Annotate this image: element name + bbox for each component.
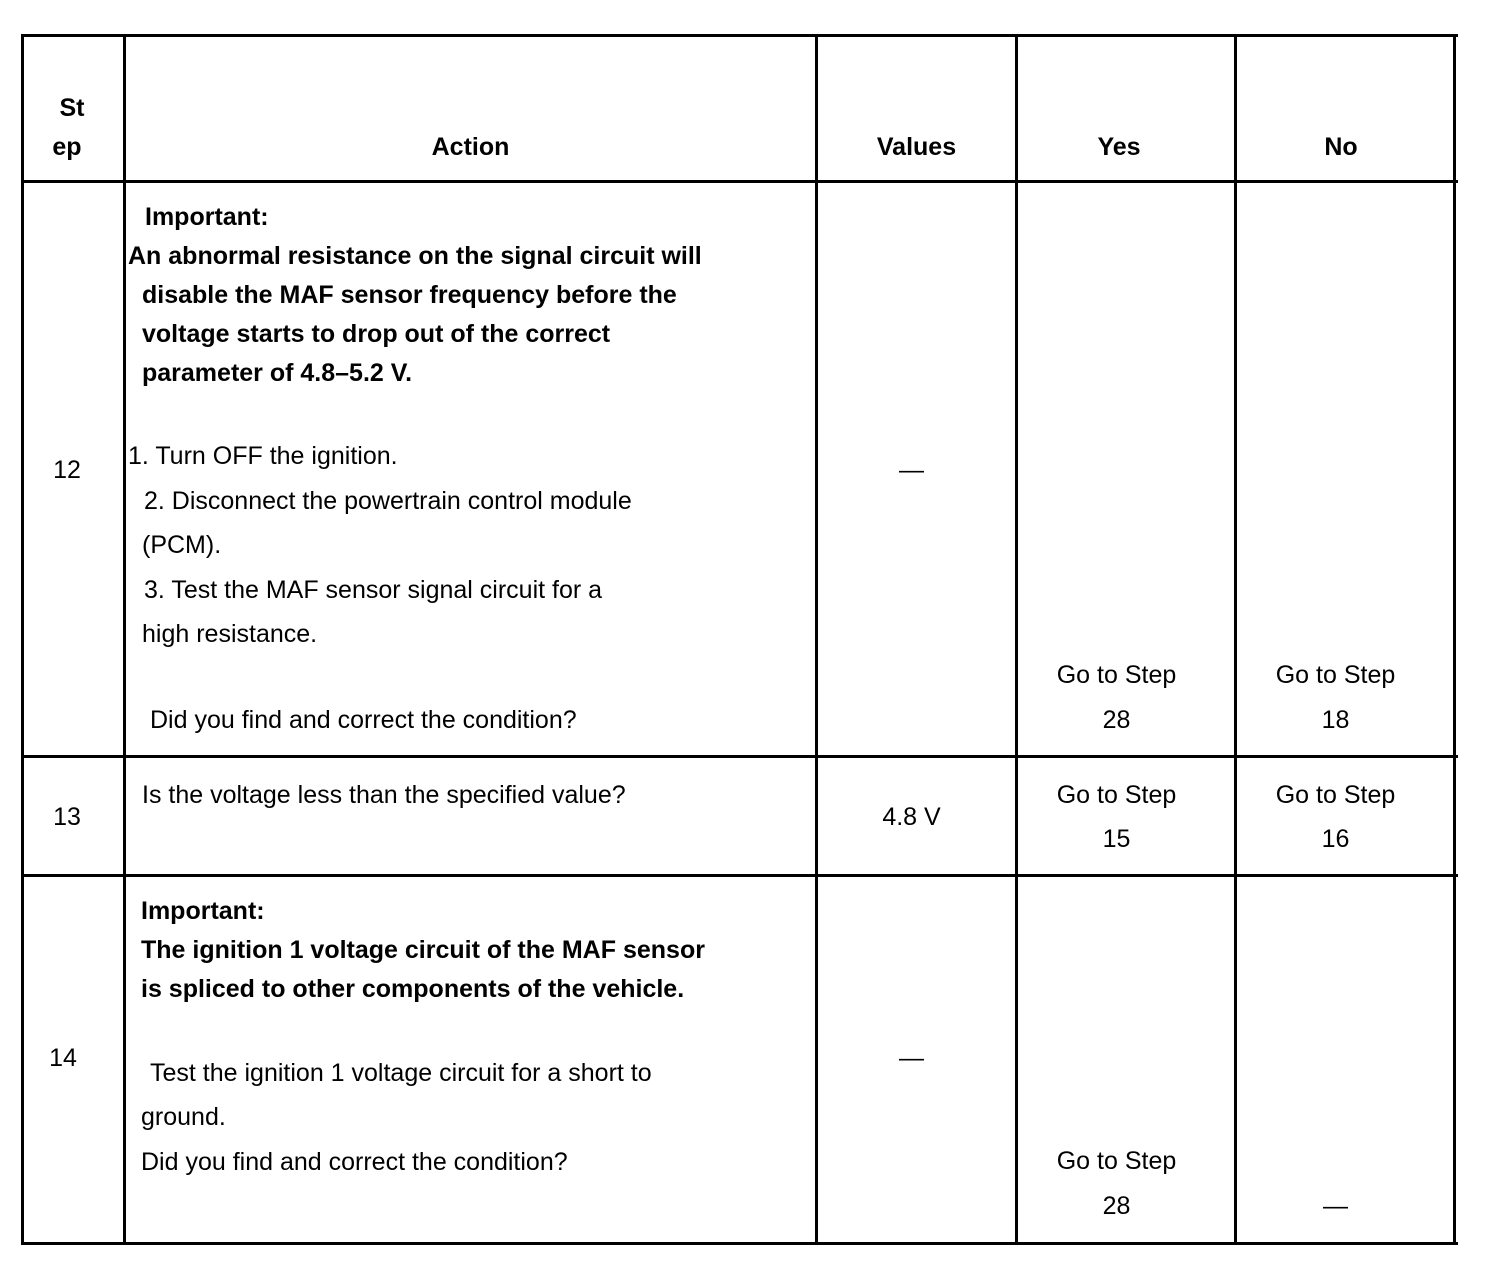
- yes-step-number: 15: [1102, 825, 1131, 853]
- grid-line: [1015, 34, 1018, 1245]
- important-text: voltage starts to drop out of the correct: [142, 320, 611, 348]
- yes-go-to: Go to Step: [1056, 661, 1177, 689]
- no-go-to: Go to Step: [1275, 661, 1396, 689]
- action-step: Test the ignition 1 voltage circuit for a short to: [150, 1059, 652, 1087]
- question: Did you find and correct the condition?: [141, 1148, 568, 1176]
- grid-line: [21, 1242, 1458, 1245]
- important-text: parameter of 4.8–5.2 V.: [142, 359, 413, 387]
- value-cell: —: [899, 1044, 924, 1072]
- yes-step-number: 28: [1102, 706, 1131, 734]
- no-cell: —: [1323, 1192, 1348, 1220]
- grid-line: [21, 755, 1458, 758]
- grid-line: [21, 874, 1458, 877]
- action-step: (PCM).: [142, 531, 222, 559]
- diagnostic-table: [21, 34, 1458, 1245]
- action-step: 3. Test the MAF sensor signal circuit for a: [144, 576, 603, 604]
- important-text: The ignition 1 voltage circuit of the MAF sensor: [141, 936, 705, 964]
- no-step-number: 18: [1321, 706, 1350, 734]
- header-values: Values: [876, 133, 957, 161]
- action-step: ground.: [141, 1103, 226, 1131]
- important-text: is spliced to other components of the vehicle.: [141, 975, 685, 1003]
- step-number: 13: [53, 803, 81, 831]
- grid-line: [123, 34, 126, 1245]
- yes-go-to: Go to Step: [1056, 1147, 1177, 1175]
- step-number: 14: [49, 1044, 77, 1072]
- important-label: Important:: [145, 203, 269, 231]
- header-action: Action: [431, 133, 510, 161]
- important-label: Important:: [141, 897, 265, 925]
- header-step-line2: ep: [52, 133, 82, 161]
- yes-go-to: Go to Step: [1056, 781, 1177, 809]
- value-cell: —: [899, 456, 924, 484]
- no-go-to: Go to Step: [1275, 781, 1396, 809]
- value-cell: 4.8 V: [882, 803, 941, 831]
- important-text: An abnormal resistance on the signal circuit will: [128, 242, 702, 270]
- grid-line: [21, 180, 1458, 183]
- grid-line: [1234, 34, 1237, 1245]
- action-step: 1. Turn OFF the ignition.: [128, 442, 398, 470]
- question: Is the voltage less than the specified value?: [142, 781, 626, 809]
- important-text: disable the MAF sensor frequency before the: [142, 281, 677, 309]
- action-step: high resistance.: [142, 620, 318, 648]
- header-step-line1: St: [59, 94, 85, 122]
- question: Did you find and correct the condition?: [150, 706, 577, 734]
- header-no: No: [1324, 133, 1358, 161]
- no-step-number: 16: [1321, 825, 1350, 853]
- yes-step-number: 28: [1102, 1192, 1131, 1220]
- grid-line: [21, 34, 1458, 37]
- header-yes: Yes: [1097, 133, 1141, 161]
- step-number: 12: [53, 456, 81, 484]
- action-step: 2. Disconnect the powertrain control module: [144, 487, 632, 515]
- grid-line: [1453, 34, 1456, 1245]
